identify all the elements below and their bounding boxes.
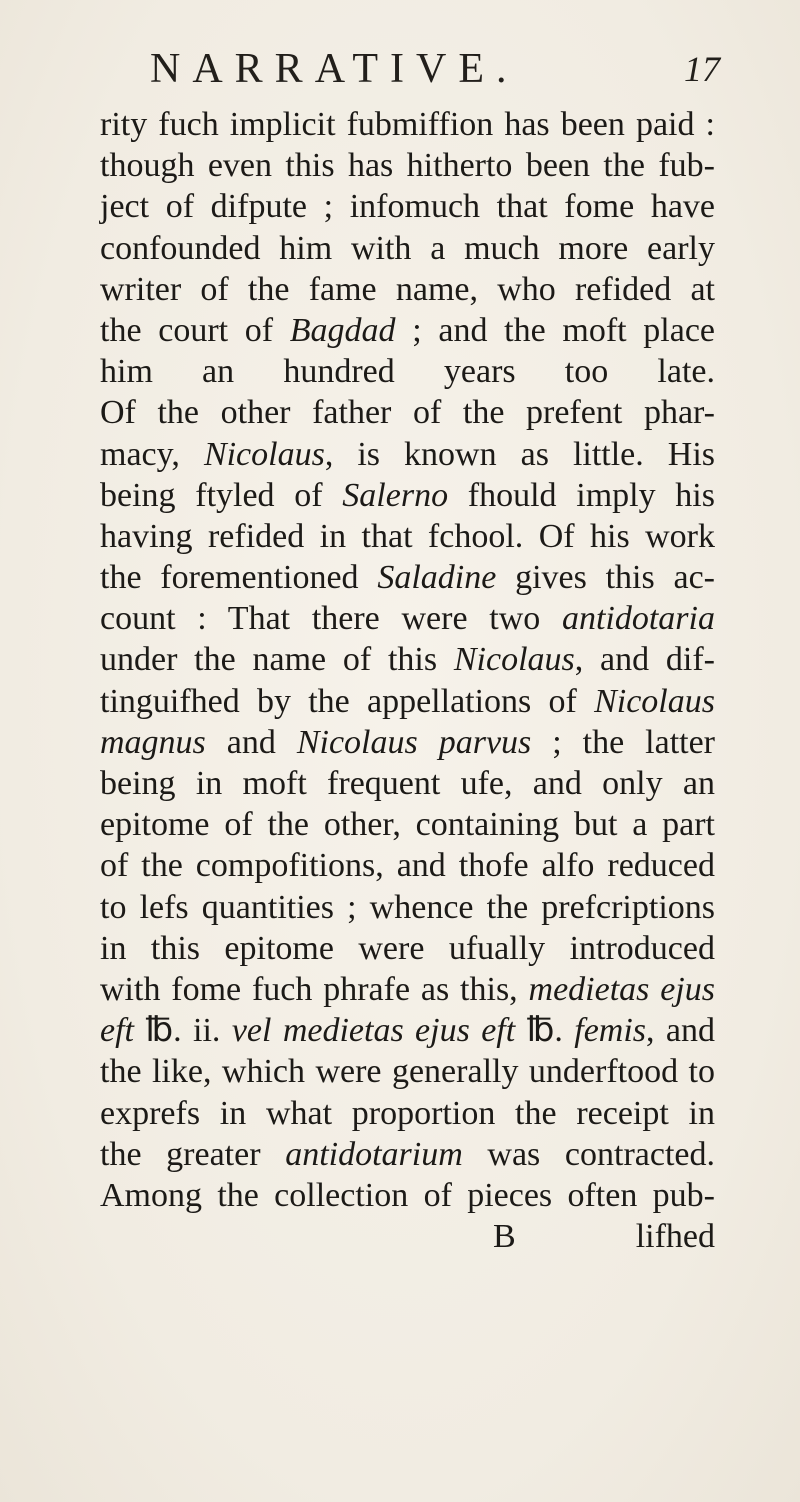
italic-text: Salerno (342, 476, 449, 514)
text-line (100, 434, 715, 475)
body-text (100, 104, 715, 1257)
text-line (100, 887, 715, 928)
roman-text: gives this ac- (496, 559, 715, 597)
italic-text: magnus (100, 723, 206, 761)
roman-text: was contracted. (462, 1135, 715, 1173)
roman-text: though even this has hitherto been the fub- (100, 147, 715, 185)
text-line (100, 392, 715, 433)
roman-text: ; and the moft place (395, 311, 715, 349)
text-line (100, 598, 715, 639)
roman-text: ℔. ii. (133, 1012, 232, 1050)
roman-text: macy, (100, 435, 204, 473)
roman-text: the court of (100, 311, 290, 349)
roman-text: under the name of this (100, 641, 454, 679)
footer-line (100, 1216, 715, 1257)
signature-mark: B (493, 1218, 516, 1256)
text-line (100, 145, 715, 186)
text-line (100, 104, 715, 145)
roman-text: confounded him with a much more early (100, 229, 715, 267)
running-head-title: NARRATIVE. (150, 46, 519, 92)
roman-text: writer of the fame name, who refided at (100, 270, 715, 308)
italic-text: eft (100, 1012, 134, 1050)
text-line (100, 845, 715, 886)
roman-text: ; the latter (531, 723, 716, 761)
italic-text: antidotarium (285, 1135, 463, 1173)
roman-text: him an hundred years too late. (100, 353, 715, 391)
text-line (100, 1134, 715, 1175)
roman-text: Among the collection of pieces often pub- (100, 1176, 715, 1214)
italic-text: Nicolaus (594, 682, 715, 720)
text-line (100, 928, 715, 969)
roman-text: the forementioned (100, 559, 378, 597)
page-number: 17 (684, 49, 720, 89)
text-line (100, 1010, 715, 1051)
italic-text: Nicolaus parvus (296, 723, 532, 761)
roman-text: Of the other father of the prefent phar- (100, 394, 715, 432)
text-line (100, 557, 715, 598)
roman-text: tinguifhed by the appellations of (100, 682, 595, 720)
text-line (100, 1051, 715, 1092)
roman-text: having refided in that fchool. Of his work (100, 517, 715, 555)
italic-text: Saladine (377, 559, 497, 597)
roman-text: being ftyled of (100, 476, 343, 514)
italic-text: Nicolaus (453, 641, 575, 679)
roman-text: , is known as little. His (324, 435, 716, 473)
roman-text: with fome fuch phrafe as this, (100, 970, 529, 1008)
text-line (100, 722, 715, 763)
roman-text: count : That there were two (100, 600, 562, 638)
text-line (100, 1093, 715, 1134)
roman-text: , and dif- (574, 641, 715, 679)
italic-text: medietas ejus (528, 970, 715, 1008)
italic-text: femis (574, 1012, 647, 1050)
catchword: lifhed (635, 1218, 715, 1256)
text-line (100, 228, 715, 269)
roman-text: rity fuch implicit fubmiffion has been paid : (100, 106, 715, 143)
roman-text: ℔. (515, 1012, 575, 1050)
text-line (100, 681, 715, 722)
text-line (100, 639, 715, 680)
roman-text: fhould imply his (448, 476, 715, 514)
roman-text: to lefs quantities ; whence the prefcriptions (100, 888, 715, 926)
text-line (100, 310, 715, 351)
roman-text: ject of difpute ; infomuch that fome have (100, 188, 715, 226)
italic-text: vel medietas ejus eft (231, 1012, 516, 1050)
text-line (100, 804, 715, 845)
roman-text: the like, which were generally underftood to (100, 1053, 715, 1091)
text-line (100, 1175, 715, 1216)
roman-text: and (205, 723, 297, 761)
text-line (100, 763, 715, 804)
text-line (100, 475, 715, 516)
text-line (100, 186, 715, 227)
roman-text: the greater (100, 1135, 286, 1173)
italic-text: antidotaria (561, 600, 715, 638)
text-line (100, 269, 715, 310)
text-line (100, 969, 715, 1010)
text-line (100, 516, 715, 557)
italic-text: Nicolaus (203, 435, 325, 473)
roman-text: , and (646, 1012, 715, 1050)
roman-text: in this epitome were ufually introduced (100, 929, 715, 967)
roman-text: being in moft frequent ufe, and only an (100, 765, 715, 802)
italic-text: Bagdad (289, 311, 396, 349)
roman-text: exprefs in what proportion the receipt in (100, 1094, 715, 1132)
roman-text: of the compofitions, and thofe alfo reduced (100, 847, 715, 885)
text-line (100, 351, 715, 392)
running-head (150, 44, 720, 94)
roman-text: epitome of the other, containing but a part (100, 806, 715, 844)
